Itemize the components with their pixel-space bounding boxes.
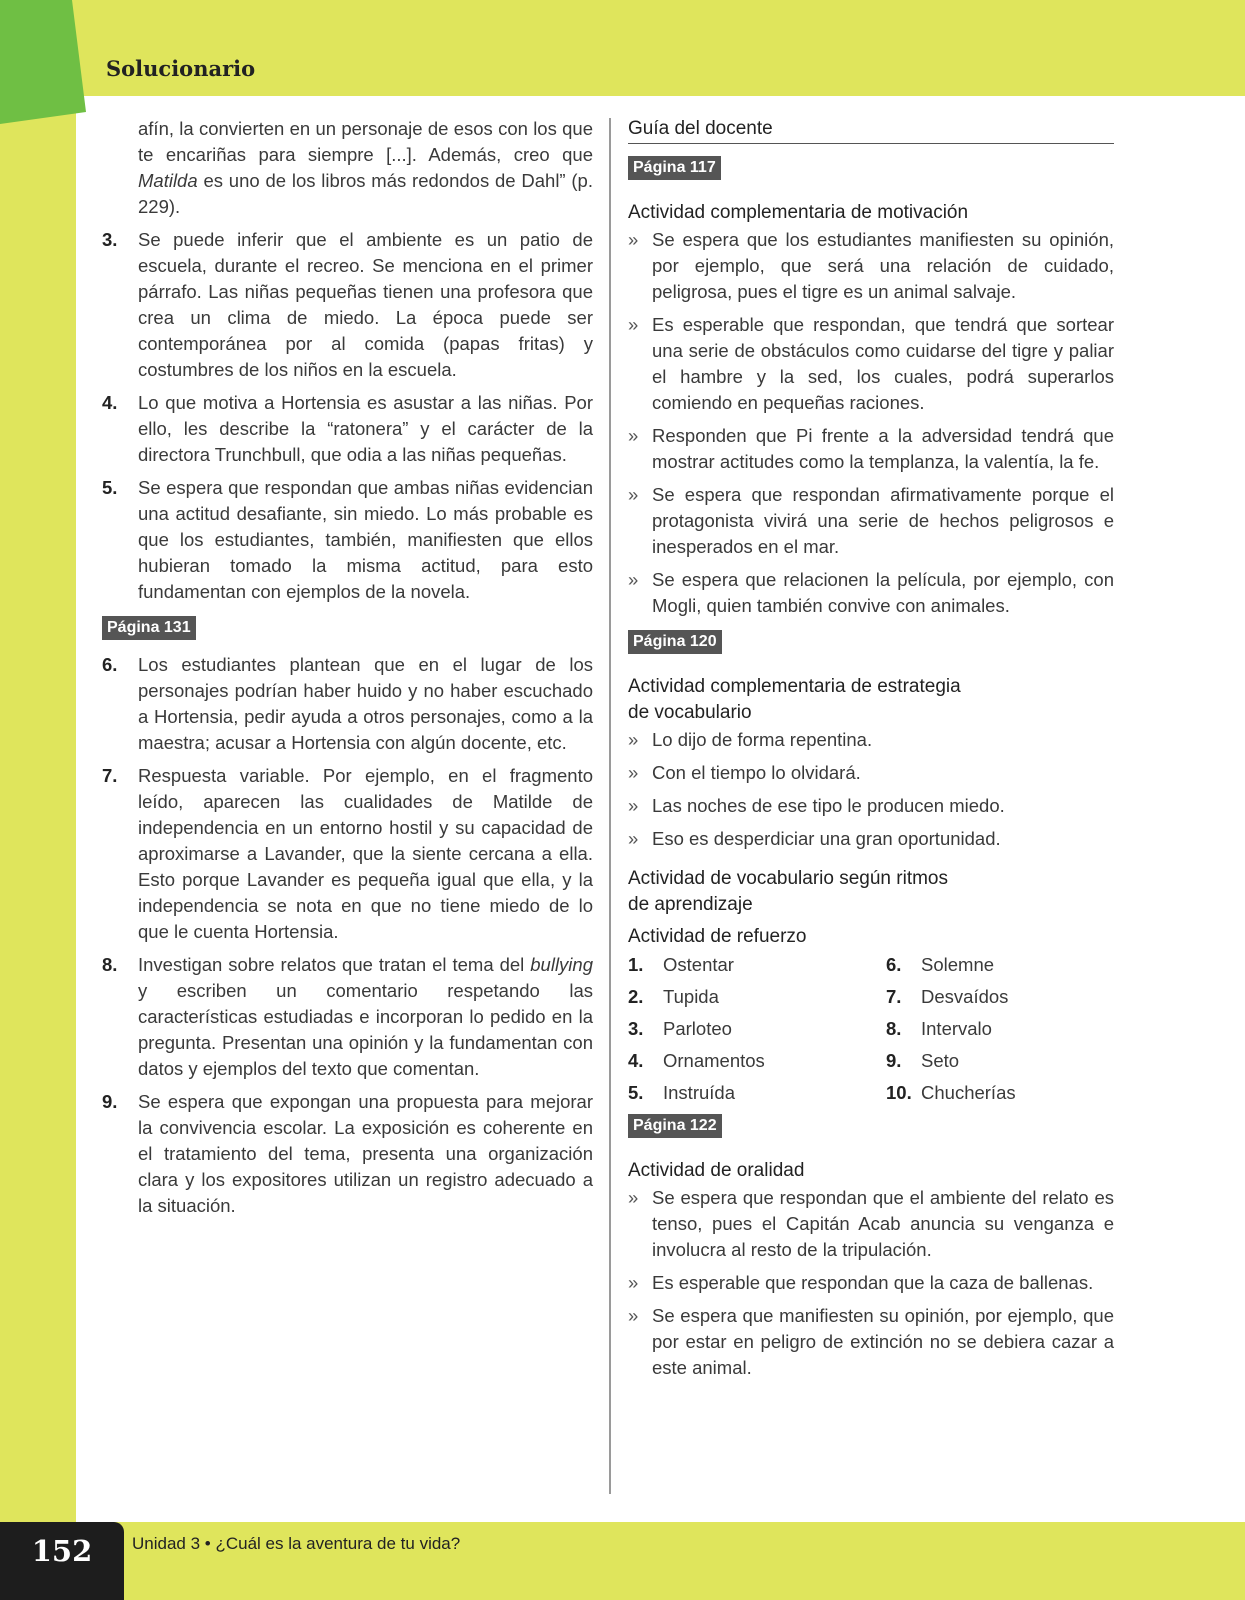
bullet-text: Se espera que relacionen la película, por ejemplo, con Mogli, quien también convive con animales. — [652, 569, 1114, 616]
corner-tab — [0, 0, 86, 124]
bullet-item — [628, 1303, 1114, 1381]
continuation-paragraph — [138, 116, 593, 220]
activity-title-estrategia — [628, 674, 1114, 726]
activity-title-line: de aprendizaje — [628, 894, 753, 915]
answer-item — [102, 952, 593, 1082]
answer-text: Se espera que expongan una propuesta para mejorar la convivencia escolar. La exposición es coherente en el tratamiento del tema, presenta una organización clara y los expositores utilizan un registro adecuado a la situación. — [138, 1091, 593, 1216]
vocab-item — [628, 952, 886, 978]
bullet-text: Es esperable que respondan que la caza de ballenas. — [652, 1272, 1094, 1293]
bullet-glyph: » — [628, 314, 639, 335]
bullet-glyph: » — [628, 569, 639, 590]
column-divider — [609, 118, 611, 1494]
answer-text-post: y escriben un comentario respetando las características estudiadas e incorporan lo pedido en la pregunta. Presentan una opinión y la fundamentan con datos y ejemplos del texto que comentan. — [138, 980, 593, 1079]
vocab-word: Ostentar — [663, 954, 734, 975]
answer-text: Se espera que respondan que ambas niñas evidencian una actitud desafiante, sin miedo. Lo más probable es que los estudiantes, también, manifiesten que ellos hubieran tomado la misma actitud, para esto fundamentan con ejemplos de la novela. — [138, 477, 593, 602]
bullet-text: Se espera que los estudiantes manifiesten su opinión, por ejemplo, que será una relación de cuidado, peligrosa, pues el tigre es un animal salvaje. — [652, 229, 1114, 302]
bullet-text: Lo dijo de forma repentina. — [652, 729, 873, 750]
bullet-glyph: » — [628, 1272, 639, 1293]
bullet-item — [628, 727, 1114, 753]
vocab-item — [628, 984, 886, 1010]
answer-text-pre: Investigan sobre relatos que tratan el tema del — [138, 954, 531, 975]
bullet-list-motivacion — [628, 227, 1114, 619]
vocab-number: 5. — [628, 1082, 644, 1103]
answer-item — [102, 1089, 593, 1219]
vocab-item — [886, 1016, 1114, 1042]
vocab-item — [886, 1080, 1114, 1106]
footer-unit-text: Unidad 3 • ¿Cuál es la aventura de tu vida? — [132, 1534, 461, 1553]
answer-number: 3. — [102, 229, 118, 250]
activity-title-line: Actividad de vocabulario según ritmos — [628, 868, 949, 889]
vocab-word: Solemne — [921, 954, 995, 975]
answer-list-a — [102, 227, 593, 605]
side-band — [0, 0, 76, 1600]
activity-title-line: de vocabulario — [628, 702, 752, 723]
vocab-item — [886, 1048, 1114, 1074]
answer-number: 7. — [102, 765, 118, 786]
answer-list-b — [102, 652, 593, 1219]
activity-title-line: Actividad complementaria de estrategia — [628, 676, 961, 697]
bullet-item — [628, 227, 1114, 305]
vocab-word: Instruída — [663, 1082, 735, 1103]
vocab-number: 3. — [628, 1018, 644, 1039]
bullet-glyph: » — [628, 1187, 639, 1208]
page-badge-120: Página 120 — [628, 630, 722, 654]
vocab-word: Desvaídos — [921, 986, 1009, 1007]
bullet-item — [628, 793, 1114, 819]
answer-item — [102, 227, 593, 383]
page-header-title: Solucionario — [106, 56, 256, 81]
bullet-text: Se espera que respondan afirmativamente porque el protagonista vivirá una serie de hechos peligrosos e inesperados en el mar. — [652, 484, 1114, 557]
bullet-glyph: » — [628, 484, 639, 505]
answer-text: Se puede inferir que el ambiente es un patio de escuela, durante el recreo. Se menciona en el primer párrafo. Las niñas pequeñas tienen una profesora que crea un clima de miedo. La época puede ser contemporánea por al comida (papas fritas) y costumbres de los niños en la escuela. — [138, 229, 593, 380]
answer-number: 4. — [102, 392, 118, 413]
vocab-word: Parloteo — [663, 1018, 732, 1039]
vocabulary-grid — [628, 952, 1114, 1106]
bullet-item — [628, 1270, 1114, 1296]
bullet-list-estrategia — [628, 727, 1114, 852]
bullet-text: Las noches de ese tipo le producen miedo. — [652, 795, 1005, 816]
bullet-glyph: » — [628, 828, 639, 849]
bullet-item — [628, 312, 1114, 416]
bullet-text: Se espera que respondan que el ambiente del relato es tenso, pues el Capitán Acab anuncia su venganza e involucra al resto de la tripulación. — [652, 1187, 1114, 1260]
bullet-glyph: » — [628, 729, 639, 750]
activity-title-motivacion: Actividad complementaria de motivación — [628, 202, 969, 223]
vocab-word: Intervalo — [921, 1018, 992, 1039]
bullet-item — [628, 1185, 1114, 1263]
bullet-glyph: » — [628, 229, 639, 250]
bullet-list-oralidad — [628, 1185, 1114, 1381]
bullet-text: Con el tiempo lo olvidará. — [652, 762, 861, 783]
vocab-item — [628, 1048, 886, 1074]
vocab-word: Chucherías — [921, 1082, 1016, 1103]
vocab-item — [886, 984, 1114, 1010]
vocab-word: Seto — [921, 1050, 960, 1071]
answer-number: 6. — [102, 654, 118, 675]
vocab-number: 4. — [628, 1050, 644, 1071]
bullet-item — [628, 482, 1114, 560]
answer-text: Respuesta variable. Por ejemplo, en el fragmento leído, aparecen las cualidades de Matilde de independencia en un entorno hostil y su capacidad de aproximarse a Lavander, que la siente cercana a ella. Esto porque Lavander es pequeña igual que ella, y la independencia se nota en que no tiene miedo de lo que le cuenta Hortensia. — [138, 765, 593, 942]
bullet-text: Responden que Pi frente a la adversidad tendrá que mostrar actitudes como la templanza, la valentía, la fe. — [652, 425, 1114, 472]
answer-text: Lo que motiva a Hortensia es asustar a las niñas. Por ello, les describe la “ratonera” y el carácter de la directora Trunchbull, que odia a las niñas pequeñas. — [138, 392, 593, 465]
vocab-number: 8. — [886, 1018, 902, 1039]
continuation-text-b: es uno de los libros más redondos de Dahl” (p. 229). — [138, 170, 593, 217]
bullet-text: Es esperable que respondan, que tendrá que sortear una serie de obstáculos como cuidarse del tigre y paliar el hambre y la sed, los cuales, podrá superarlos comiendo en pequeñas raciones. — [652, 314, 1114, 413]
answer-item — [102, 652, 593, 756]
answer-item — [102, 763, 593, 945]
bullet-glyph: » — [628, 1305, 639, 1326]
bullet-glyph: » — [628, 795, 639, 816]
vocab-item — [628, 1016, 886, 1042]
activity-title-oralidad: Actividad de oralidad — [628, 1160, 805, 1181]
vocab-number: 10. — [886, 1082, 912, 1103]
answer-item — [102, 390, 593, 468]
vocab-item — [628, 1080, 886, 1106]
bullet-item — [628, 567, 1114, 619]
answer-item — [102, 475, 593, 605]
answer-number: 9. — [102, 1091, 118, 1112]
page-badge-131: Página 131 — [102, 616, 196, 640]
bullet-glyph: » — [628, 425, 639, 446]
answer-number: 8. — [102, 954, 118, 975]
vocab-word: Ornamentos — [663, 1050, 765, 1071]
vocab-item — [886, 952, 1114, 978]
answer-text: Los estudiantes plantean que en el lugar de los personajes podrían haber huido y no haber escuchado a Hortensia, pedir ayuda a otros personajes, como a la maestra; acusar a Hortensia con algún docente, etc. — [138, 654, 593, 753]
answer-text-emphasis: bullying — [530, 954, 593, 975]
page-number: 152 — [0, 1522, 124, 1600]
bullet-item — [628, 826, 1114, 852]
bullet-glyph: » — [628, 762, 639, 783]
page-badge-117: Página 117 — [628, 156, 721, 180]
vocab-number: 9. — [886, 1050, 902, 1071]
vocab-number: 1. — [628, 954, 644, 975]
header-band — [0, 0, 1245, 96]
bullet-item — [628, 760, 1114, 786]
left-column — [102, 116, 593, 1226]
guide-title: Guía del docente — [628, 116, 1114, 144]
book-title: Matilda — [138, 170, 198, 191]
bullet-text: Se espera que manifiesten su opinión, por ejemplo, que por estar en peligro de extinción no se debiera cazar a este animal. — [652, 1305, 1114, 1378]
vocab-word: Tupida — [663, 986, 719, 1007]
activity-title-refuerzo: Actividad de refuerzo — [628, 926, 807, 947]
continuation-text-a: afín, la convierten en un personaje de esos con los que te encariñas para siempre [...]. Además, creo que — [138, 118, 593, 165]
bullet-text: Eso es desperdiciar una gran oportunidad. — [652, 828, 1001, 849]
bullet-item — [628, 423, 1114, 475]
page-badge-122: Página 122 — [628, 1114, 722, 1138]
activity-title-ritmos — [628, 866, 1114, 918]
answer-text — [138, 952, 593, 1082]
vocab-number: 7. — [886, 986, 902, 1007]
right-column — [628, 116, 1114, 1388]
vocab-number: 2. — [628, 986, 644, 1007]
vocab-number: 6. — [886, 954, 902, 975]
answer-number: 5. — [102, 477, 118, 498]
